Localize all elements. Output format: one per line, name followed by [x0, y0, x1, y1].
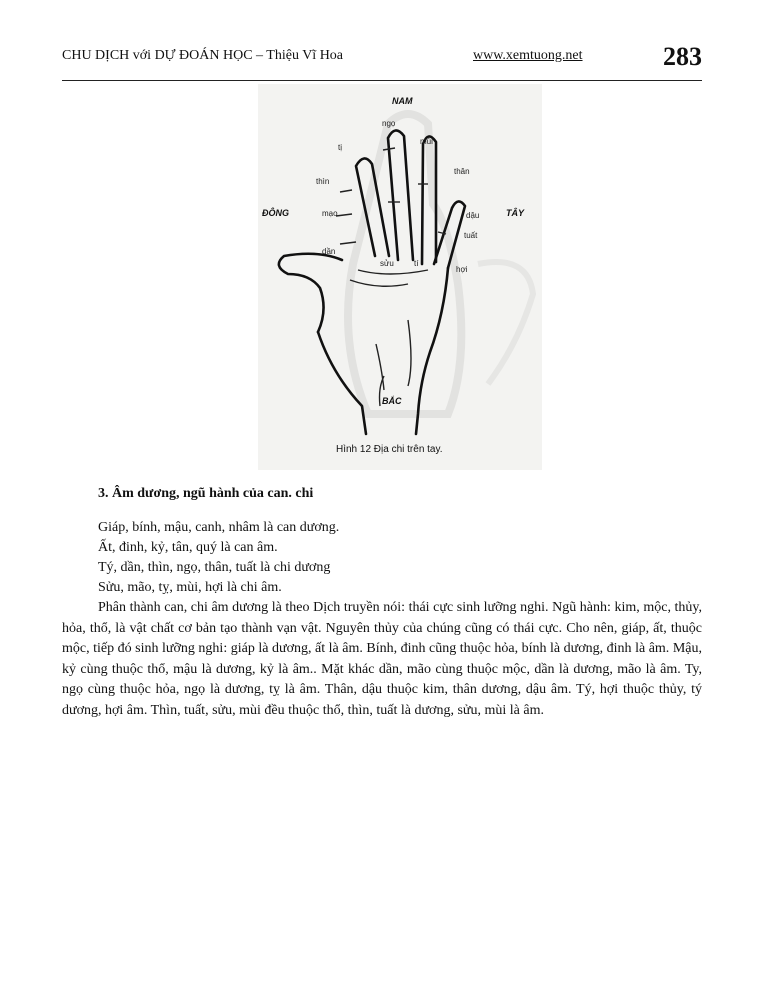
figure-caption: Hình 12 Địa chi trên tay.	[336, 444, 443, 455]
direction-north: NAM	[392, 96, 413, 106]
label-mao: mạo	[322, 209, 338, 218]
line-chi-duong: Tý, dần, thìn, ngọ, thân, tuất là chi dương	[98, 560, 331, 575]
label-ti-top: tị	[338, 143, 342, 152]
hand-diagram	[258, 84, 542, 470]
label-dan: dần	[322, 247, 336, 256]
line-chi-am: Sửu, mão, tỵ, mùi, hợi là chi âm.	[98, 580, 282, 595]
label-tuat: tuất	[464, 231, 478, 240]
hand-illustration	[258, 84, 542, 470]
label-ngo: ngọ	[382, 119, 396, 128]
header-site-link[interactable]: www.xemtuong.net	[473, 48, 583, 63]
label-ty: tí	[414, 259, 419, 268]
label-mui: mùi	[420, 137, 433, 146]
direction-east: ĐÔNG	[262, 208, 289, 218]
label-suu: sửu	[380, 259, 394, 268]
label-hoi: hợi	[456, 265, 468, 274]
label-than: thân	[454, 167, 470, 176]
header-title: CHU DỊCH với DỰ ĐOÁN HỌC – Thiệu Vĩ Hoa	[62, 48, 344, 63]
body-paragraph: Phân thành can, chi âm dương là theo Dịch truyền nói: thái cực sinh lưỡng nghi. Ngũ hành: kim, mộc, thủy, hỏa, thổ, là vật chất cơ bản tạo thành vạn vật. Nguyên thủy của chúng cũng có thái cực. Cho nên, giáp, ất, thuộc mộc, tiếp đó sinh lưỡng nghi: giáp là dương, ất là âm. Bính, đinh cũng thuộc hỏa, bính là dương, đinh là âm. Mậu, kỷ cùng thuộc thổ, mậu là dương, kỷ là âm.. Mặt khác dần, mão cùng thuộc mộc, dần là dương, mão là âm. Ty, ngọ cùng thuộc hỏa, ngọ là dương, tỵ là âm. Thân, dậu thuộc kim, thân dương, dậu âm. Tý, hợi thuộc thủy, tý dương, hợi âm. Thìn, tuất, sửu, mùi đều thuộc thổ, thìn, tuất là dương, sửu, mùi là âm.	[62, 600, 702, 718]
label-thin: thìn	[316, 177, 330, 186]
page-number: 283	[663, 42, 702, 71]
definition-lines	[98, 518, 339, 598]
direction-south: BẮC	[382, 396, 402, 406]
direction-west: TÂY	[506, 208, 524, 218]
section-heading: 3. Âm dương, ngũ hành của can. chi	[98, 486, 314, 501]
line-can-duong: Giáp, bính, mậu, canh, nhâm là can dương.	[98, 520, 340, 535]
label-dau: dậu	[466, 211, 480, 220]
page-header	[62, 44, 702, 81]
line-can-am: Ất, đinh, kỷ, tân, quý là can âm.	[98, 540, 278, 555]
